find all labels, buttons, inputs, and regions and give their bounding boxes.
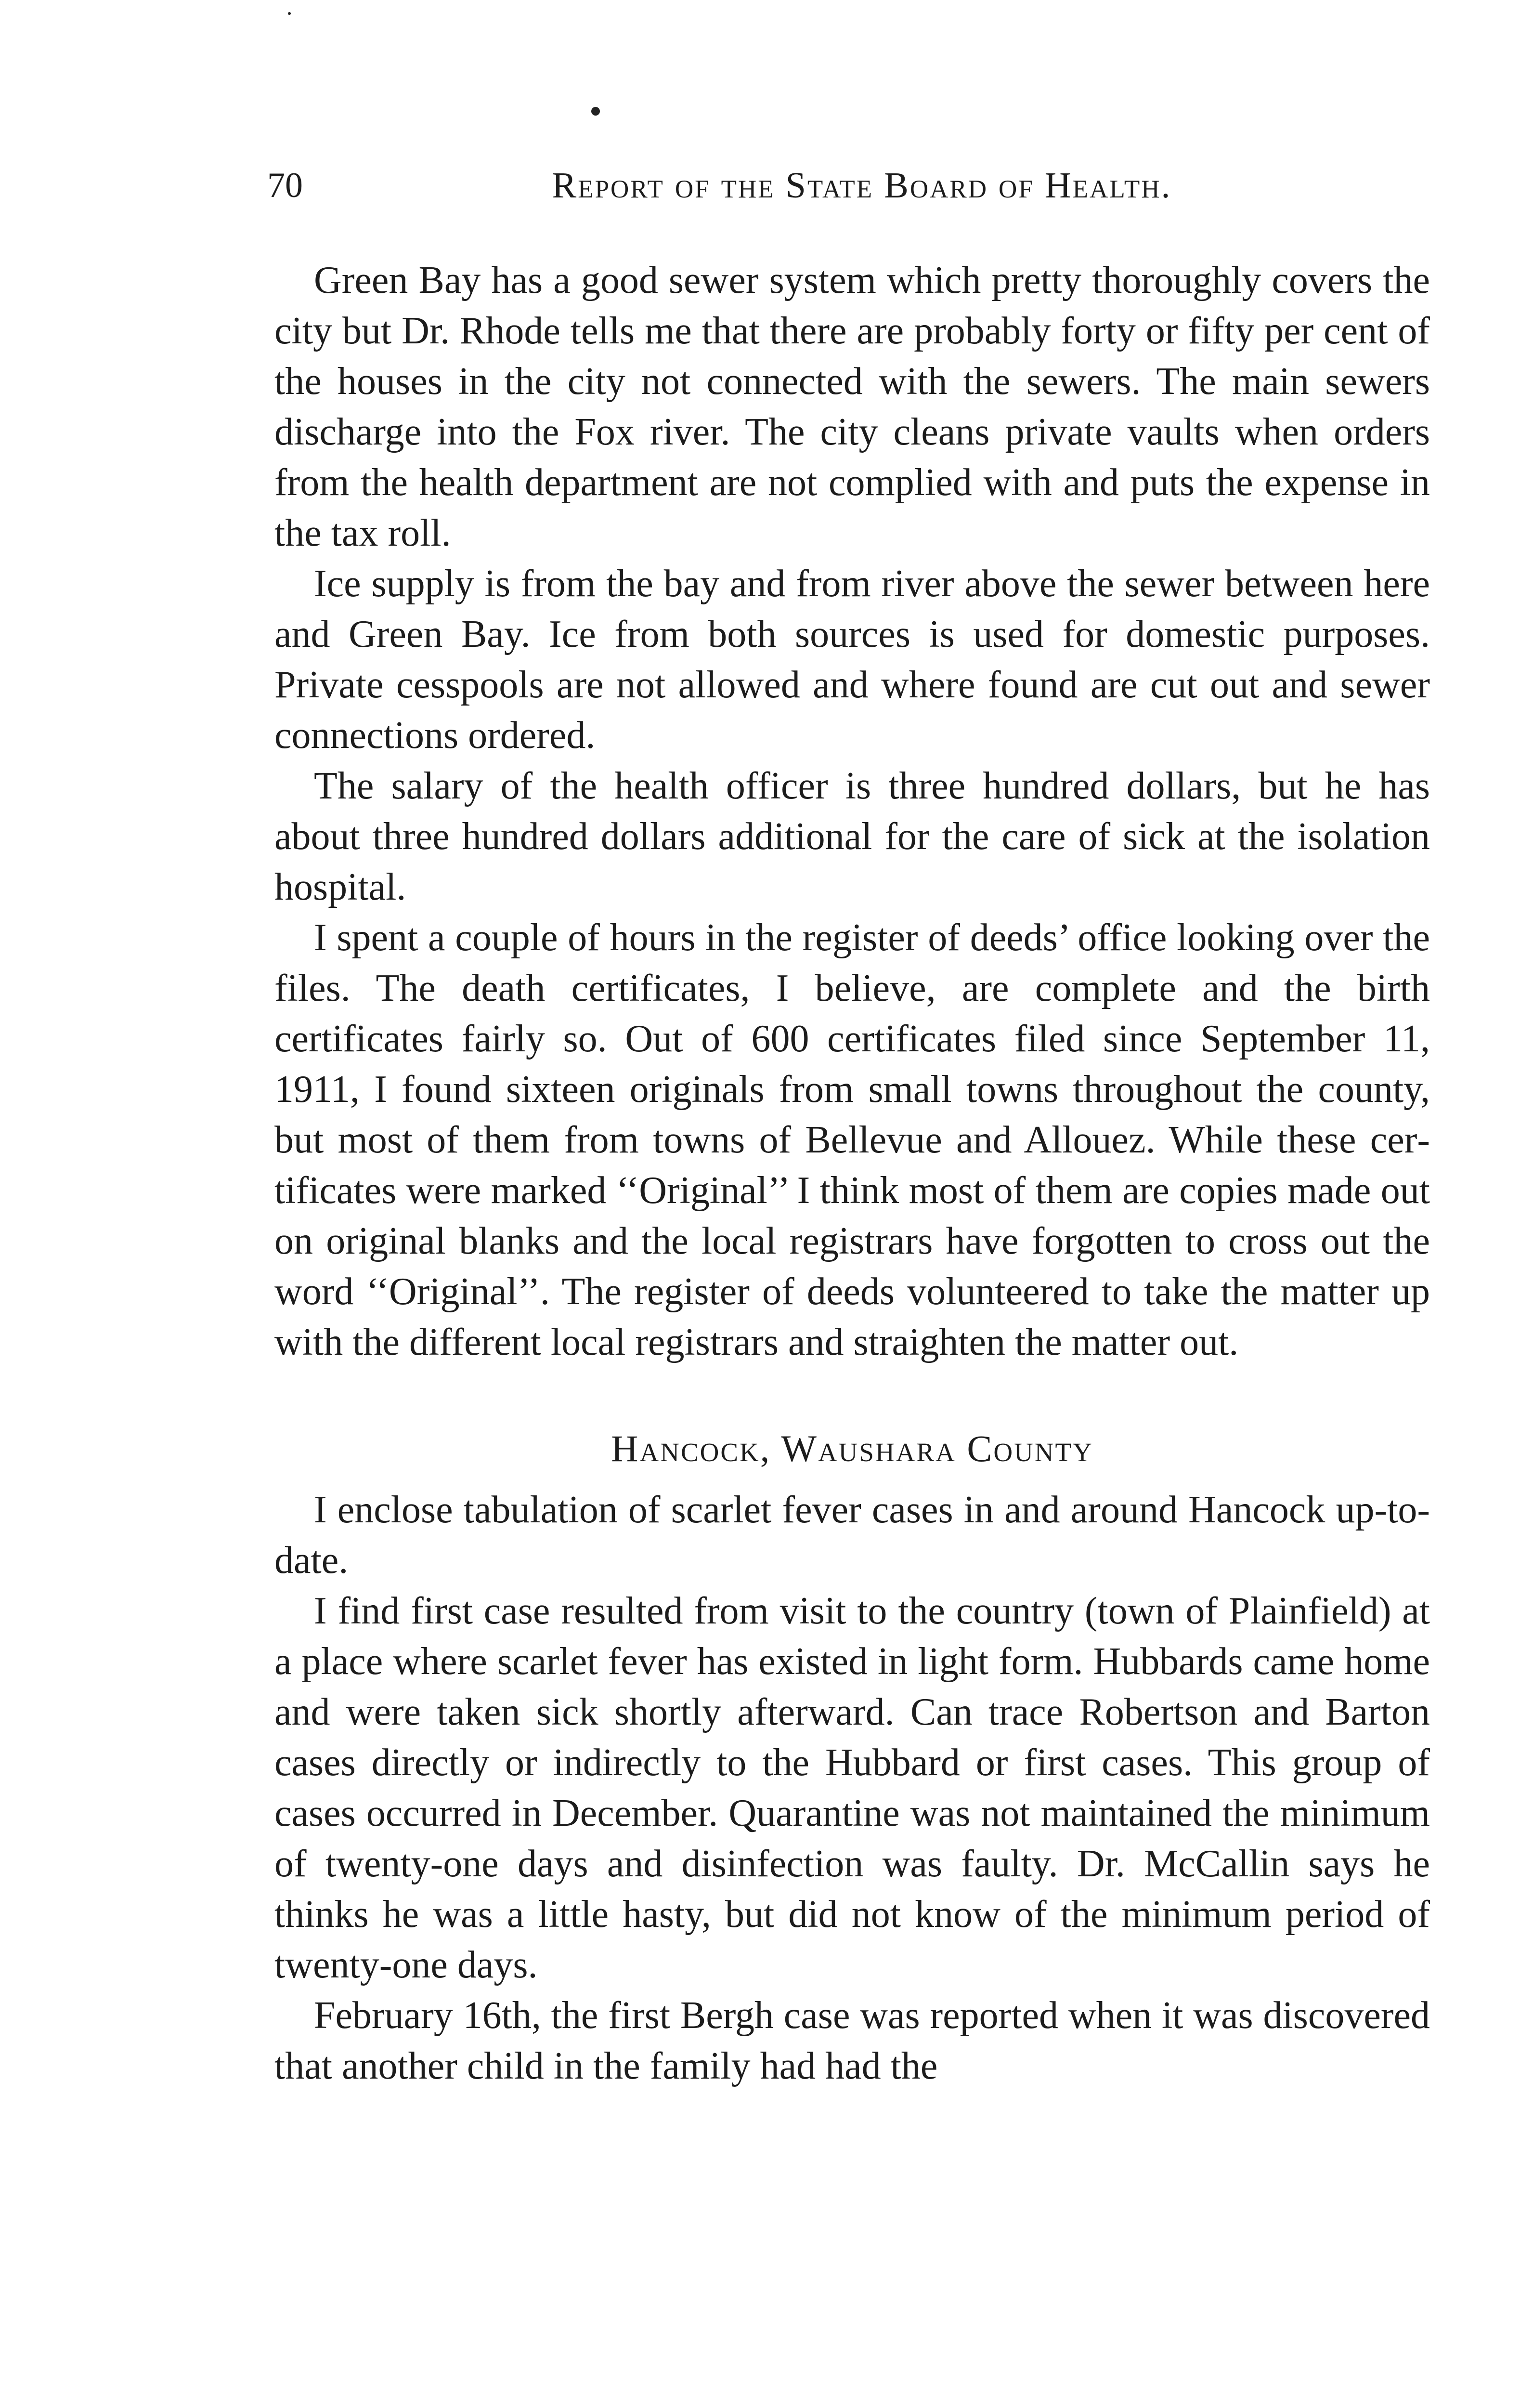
ink-speck (288, 12, 291, 15)
paragraph: I find first case resulted from visit to the country (town of Plainfield) at a place where scarlet fever has existed in light form. Hubbards came home and were taken sick shortly afterward. Can trace Robertson and Barton cases directly or indirectly to the Hubbard or first cases. This group of cases occurred in December. Quarantine was not maintained the minimum of twenty-one days and disinfection was faulty. Dr. McCallin says he thinks he was a little hasty, but did not know of the minimum period of twenty-one days. (274, 1590, 1430, 1986)
paragraph: Green Bay has a good sewer system which pretty thoroughly covers the city but Dr. Rhode tells me that there are probably forty or fifty per cent of the houses in the city not connected with the sewers. The main sewers discharge into the Fox river. The city cleans private vaults when orders from the health department are not complied with and puts the expense in the tax roll. (274, 259, 1430, 554)
running-title: Report of the State Board of Health. (552, 165, 1172, 206)
paragraph: Ice supply is from the bay and from river above the sewer between here and Green Bay. Ice from both sources is used for domestic purposes. Private cesspools are not allowed and where found are cut out and sewer connections ordered. (274, 563, 1430, 757)
page-header (267, 159, 1456, 212)
ink-dot (591, 107, 600, 116)
page-body (274, 255, 1430, 2092)
paragraph: I spent a couple of hours in the register of deeds’ office looking over the files. The death certificates, I believe, are complete and the birth certificates fairly so. Out of 600 certificates filed since September 11, 1911, I found sixteen originals from small towns throughout the county, but most of them from towns of Bellevue and Allouez. While these certificates were marked ‘‘Original’’ I think most of them are copies made out on original blanks and the local registrars have forgotten to cross out the word ‘‘Original’’. The register of deeds volunteered to take the matter up with the different local registrars and straighten the matter out. (274, 916, 1430, 1363)
paragraph: The salary of the health officer is three hundred dollars, but he has about three hundred dollars additional for the care of sick at the isolation hospital. (274, 765, 1430, 908)
paragraph: February 16th, the first Bergh case was reported when it was discovered that another child in the family had had the (274, 1994, 1430, 2087)
page-number: 70 (267, 166, 303, 205)
section-heading: Hancock, Waushara County (611, 1427, 1093, 1469)
paragraph: I enclose tabulation of scarlet fever cases in and around Hancock up-to-date. (274, 1489, 1430, 1582)
